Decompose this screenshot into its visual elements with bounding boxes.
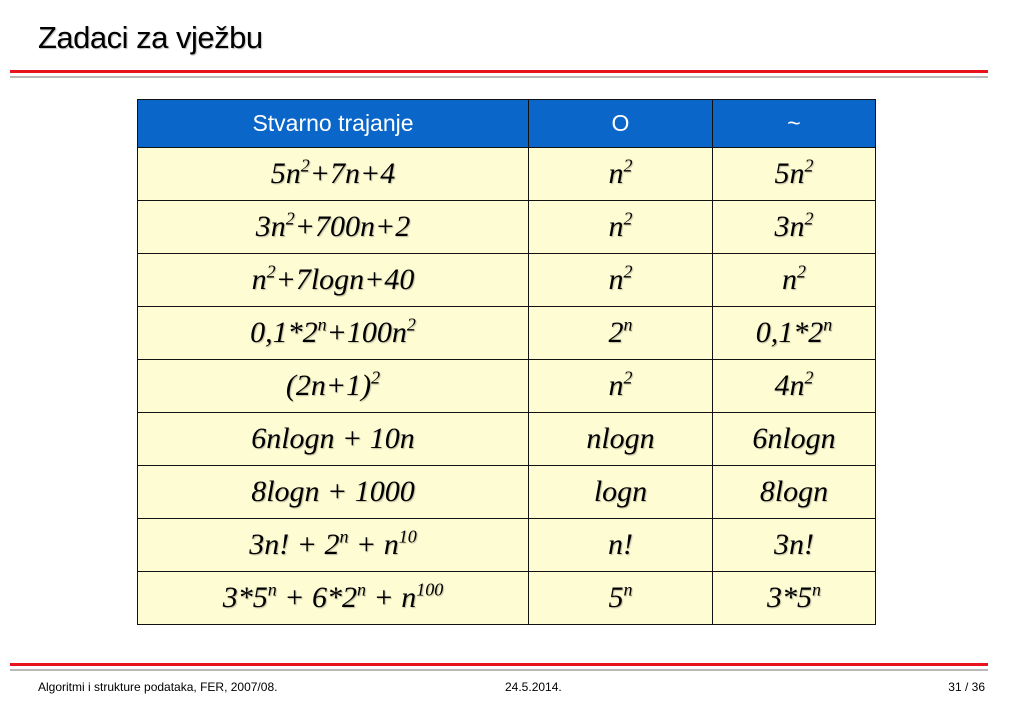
cell-big-o [529, 254, 713, 307]
expression-text: n [608, 210, 624, 243]
exponent: n [812, 579, 821, 600]
exponent: n [357, 579, 366, 600]
exponent: n [267, 579, 277, 600]
expression-text: 3n [774, 210, 805, 243]
exponent: 100 [416, 579, 444, 600]
exponent: 2 [371, 367, 381, 388]
expression-text: + n [366, 581, 417, 614]
expression-text: 6nlogn [752, 422, 836, 455]
cell-tilde [713, 254, 876, 307]
expression-text: logn [593, 475, 648, 508]
exponent: 2 [406, 314, 416, 335]
expression-text: n [608, 369, 624, 402]
table-row [138, 466, 876, 519]
exponent: 2 [623, 261, 633, 282]
cell-tilde [713, 466, 876, 519]
exponent: 2 [623, 208, 633, 229]
expression-text: 6nlogn + 10n [251, 422, 415, 455]
exponent: 2 [804, 367, 814, 388]
table-body [138, 148, 876, 625]
cell-actual-time [138, 201, 529, 254]
cell-tilde [713, 148, 876, 201]
expression-text: 0,1*2 [755, 316, 824, 349]
cell-tilde [713, 307, 876, 360]
expression-text: 5n [270, 157, 301, 190]
footer-page-number: 31 / 36 [948, 680, 985, 694]
expression-text: 3*5 [222, 581, 268, 614]
expression-text: 8logn [759, 475, 829, 508]
header-tilde: ~ [713, 100, 876, 148]
title-divider-red [10, 70, 988, 73]
exponent: 2 [804, 208, 814, 229]
table-row [138, 307, 876, 360]
cell-tilde [713, 572, 876, 625]
expression-text: + n [348, 528, 399, 561]
expression-text: 3n [255, 210, 286, 243]
table-row [138, 360, 876, 413]
exponent: 2 [285, 208, 295, 229]
exponent: 2 [797, 261, 806, 282]
cell-actual-time [138, 360, 529, 413]
exponent: 2 [623, 367, 633, 388]
exponent: 2 [623, 155, 633, 176]
exponent: n [623, 314, 633, 335]
expression-text: +700n+2 [294, 210, 411, 243]
exponent: 2 [300, 155, 310, 176]
exponent: n [339, 526, 349, 547]
cell-big-o [529, 360, 713, 413]
cell-tilde [713, 201, 876, 254]
exponent: n [317, 314, 327, 335]
slide-title: Zadaci za vježbu [38, 20, 263, 55]
table-row [138, 519, 876, 572]
complexity-table [137, 99, 876, 625]
cell-actual-time [138, 519, 529, 572]
expression-text: (2n+1) [285, 369, 372, 402]
expression-text: 4n [774, 369, 805, 402]
expression-text: 5n [774, 157, 805, 190]
exponent: 2 [266, 261, 276, 282]
cell-big-o [529, 519, 713, 572]
expression-text: 3*5 [767, 581, 812, 614]
exponent: 2 [804, 155, 814, 176]
expression-text: n [608, 263, 624, 296]
expression-text: n! [608, 528, 633, 561]
cell-tilde [713, 413, 876, 466]
expression-text: +7n+4 [309, 157, 396, 190]
cell-actual-time [138, 254, 529, 307]
exponent: n [623, 579, 633, 600]
expression-text: n [782, 263, 797, 296]
cell-actual-time [138, 572, 529, 625]
expression-text: n [251, 263, 267, 296]
cell-actual-time [138, 413, 529, 466]
expression-text: 5 [608, 581, 624, 614]
cell-big-o [529, 148, 713, 201]
table-row [138, 572, 876, 625]
footer-divider-gray [10, 669, 988, 671]
table-header-row [138, 100, 876, 148]
header-actual-time: Stvarno trajanje [138, 100, 529, 148]
expression-text: +7logn+40 [275, 263, 415, 296]
table-row [138, 148, 876, 201]
expression-text: nlogn [586, 422, 655, 455]
expression-text: n [608, 157, 624, 190]
exponent: n [823, 314, 833, 335]
table-row [138, 413, 876, 466]
cell-actual-time [138, 307, 529, 360]
cell-big-o [529, 413, 713, 466]
cell-big-o [529, 307, 713, 360]
expression-text: + 6*2 [276, 581, 357, 614]
cell-big-o [529, 201, 713, 254]
cell-actual-time [138, 466, 529, 519]
expression-text: 3n! + 2 [249, 528, 340, 561]
table-row [138, 201, 876, 254]
expression-text: 2 [608, 316, 624, 349]
expression-text: +100n [326, 316, 407, 349]
cell-tilde [713, 519, 876, 572]
expression-text: 3n! [774, 528, 814, 561]
header-big-o: O [529, 100, 713, 148]
footer-divider-red [10, 663, 988, 666]
exponent: 10 [398, 526, 417, 547]
table-row [138, 254, 876, 307]
footer-date: 24.5.2014. [505, 680, 562, 694]
expression-text: 8logn + 1000 [251, 475, 415, 508]
title-divider-gray [10, 76, 988, 78]
cell-big-o [529, 572, 713, 625]
footer-course: Algoritmi i strukture podataka, FER, 2007/08. [38, 680, 278, 694]
expression-text: 0,1*2 [250, 316, 318, 349]
cell-tilde [713, 360, 876, 413]
cell-big-o [529, 466, 713, 519]
cell-actual-time [138, 148, 529, 201]
